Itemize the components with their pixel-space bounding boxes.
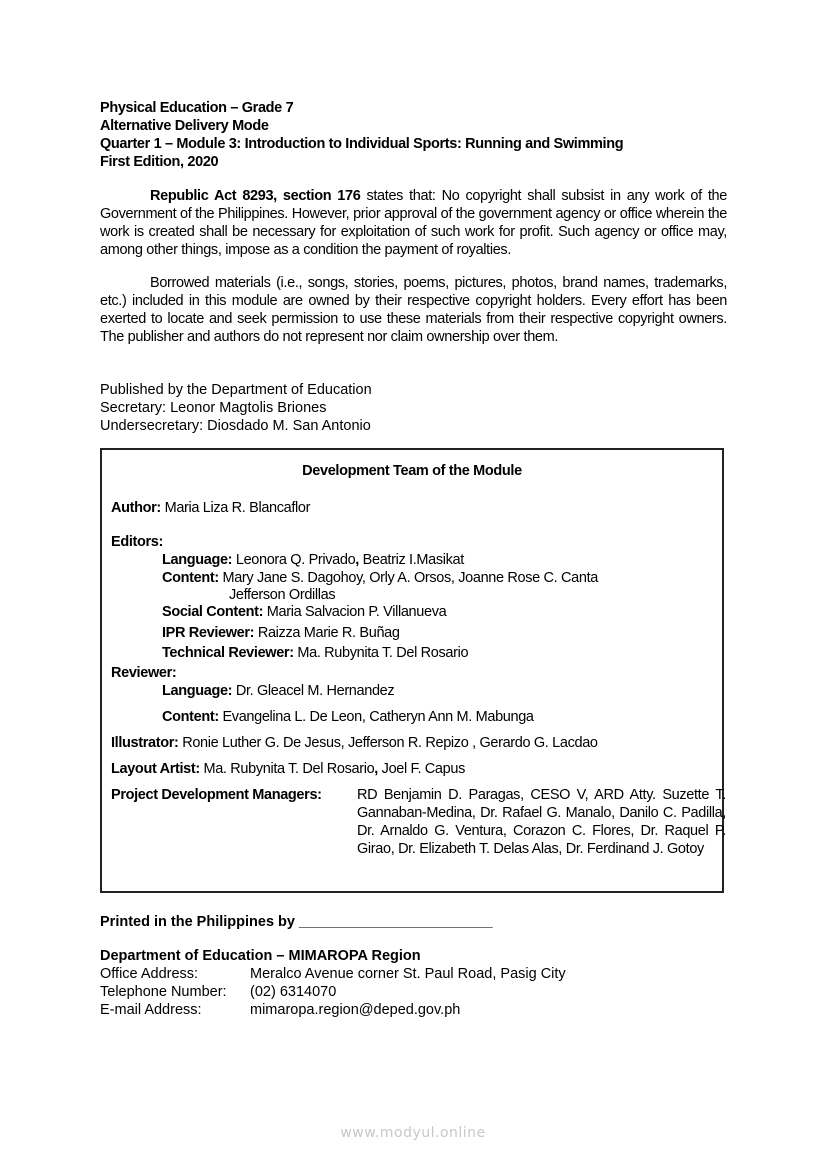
- reviewer-content-row: [162, 708, 534, 726]
- module-title: Quarter 1 – Module 3: Introduction to Individual Sports: Running and Swimming: [100, 136, 624, 152]
- reviewer-language-name: Dr. Gleacel M. Hernandez: [232, 683, 395, 699]
- author-name: Maria Liza R. Blancaflor: [160, 500, 311, 516]
- editors-label: Editors:: [111, 534, 163, 550]
- project-managers-row: [111, 786, 726, 876]
- borrowed-materials-notice: [100, 274, 727, 346]
- edition: First Edition, 2020: [100, 154, 219, 170]
- layout-artist-name: Ma. Rubynita T. Del Rosario: [199, 761, 375, 777]
- printed-by-line: [100, 914, 493, 930]
- reviewer-language-label: Language:: [162, 683, 233, 699]
- office-info: [100, 947, 566, 1019]
- reviewer-content-label: Content:: [162, 709, 219, 725]
- published-by: Published by the Department of Education: [100, 382, 372, 398]
- ipr-reviewer-label: IPR Reviewer:: [162, 625, 255, 641]
- telephone-value: (02) 6314070: [250, 984, 337, 1000]
- technical-reviewer-name: Ma. Rubynita T. Del Rosario: [293, 645, 469, 661]
- email-value: mimaropa.region@deped.gov.ph: [250, 1002, 461, 1018]
- module-title-block: [100, 99, 623, 171]
- editor-content-names: Mary Jane S. Dagohoy, Orly A. Orsos, Joanne Rose C. Canta: [218, 570, 598, 586]
- publisher-info: [100, 381, 372, 435]
- editor-language-name: Beatriz I.Masikat: [358, 552, 464, 568]
- office-name: Department of Education – MIMAROPA Region: [100, 948, 421, 964]
- editor-content-row: [162, 569, 598, 587]
- telephone-label: Telephone Number:: [100, 984, 227, 1000]
- project-managers-label: Project Development Managers:: [111, 787, 322, 803]
- subject-grade: Physical Education – Grade 7: [100, 100, 294, 116]
- editors-heading: [111, 533, 163, 551]
- copyright-notice: [100, 187, 727, 259]
- telephone-row: [100, 983, 566, 1001]
- project-managers-names: RD Benjamin D. Paragas, CESO V, ARD Atty. Suzette T. Gannaban-Medina, Dr. Rafael G. Manalo, Danilo C. Padilla, Dr. Arnaldo G. Ventura, Corazon C. Flores, Dr. Raquel P. Girao, Dr. Elizabeth T. Delas Alas, Dr. Ferdinand J. Gotoy: [357, 787, 726, 857]
- ipr-reviewer-name: Raizza Marie R. Buñag: [254, 625, 400, 641]
- illustrator-row: [111, 734, 598, 752]
- delivery-mode: Alternative Delivery Mode: [100, 118, 269, 134]
- editor-content-row-continued: [229, 586, 335, 604]
- illustrator-label: Illustrator:: [111, 735, 179, 751]
- office-address-value: Meralco Avenue corner St. Paul Road, Pasig City: [250, 966, 566, 982]
- office-address-row: [100, 965, 566, 983]
- editor-language-label: Language:: [162, 552, 233, 568]
- layout-artist-name: Joel F. Capus: [377, 761, 465, 777]
- development-team-box: [100, 448, 724, 893]
- reviewer-content-names: Evangelina L. De Leon, Catheryn Ann M. Mabunga: [218, 709, 534, 725]
- borrowed-text: Borrowed materials (i.e., songs, stories, poems, pictures, photos, brand names, trademarks, etc.) included in this module are owned by their respective copyright holders. Every effort has been exerted to locate and seek permission to use these materials from their respective copyright owners. The publisher and authors do not represent nor claim ownership over them.: [100, 275, 727, 345]
- editor-content-names: Jefferson Ordillas: [229, 587, 336, 603]
- author-row: [111, 499, 310, 517]
- team-title: Development Team of the Module: [302, 463, 522, 479]
- separator: ,: [355, 552, 359, 568]
- layout-artist-label: Layout Artist:: [111, 761, 200, 777]
- watermark: www.modyul.online: [340, 1125, 486, 1141]
- law-text: states that: No copyright shall subsist in any work of the Government of the Philippines. However, prior approval of the government agency or office wherein the work is created shall be necessary for exploitation of such work for profit. Such agency or office may, among other things, impose as a condition the payment of royalties.: [100, 188, 727, 258]
- reviewer-language-row: [162, 682, 394, 700]
- email-label: E-mail Address:: [100, 1002, 202, 1018]
- undersecretary: Undersecretary: Diosdado M. San Antonio: [100, 418, 371, 434]
- separator: ,: [374, 761, 378, 777]
- editor-language-name: Leonora Q. Privado: [232, 552, 356, 568]
- office-address-label: Office Address:: [100, 966, 199, 982]
- email-row: [100, 1001, 566, 1019]
- social-content-name: Maria Salvacion P. Villanueva: [263, 604, 447, 620]
- reviewer-heading: [111, 664, 176, 682]
- editor-content-label: Content:: [162, 570, 219, 586]
- ipr-reviewer-row: [162, 624, 400, 642]
- author-label: Author:: [111, 500, 161, 516]
- editor-language-row: [162, 551, 464, 569]
- secretary: Secretary: Leonor Magtolis Briones: [100, 400, 327, 416]
- reviewer-label: Reviewer:: [111, 665, 177, 681]
- social-content-row: [162, 603, 446, 621]
- law-reference: Republic Act 8293, section 176: [150, 188, 361, 204]
- technical-reviewer-row: [162, 644, 468, 662]
- illustrator-names: Ronie Luther G. De Jesus, Jefferson R. Repizo , Gerardo G. Lacdao: [178, 735, 598, 751]
- printed-by-text: Printed in the Philippines by ________________________: [100, 914, 493, 930]
- social-content-label: Social Content:: [162, 604, 264, 620]
- technical-reviewer-label: Technical Reviewer:: [162, 645, 294, 661]
- layout-artist-row: [111, 760, 465, 778]
